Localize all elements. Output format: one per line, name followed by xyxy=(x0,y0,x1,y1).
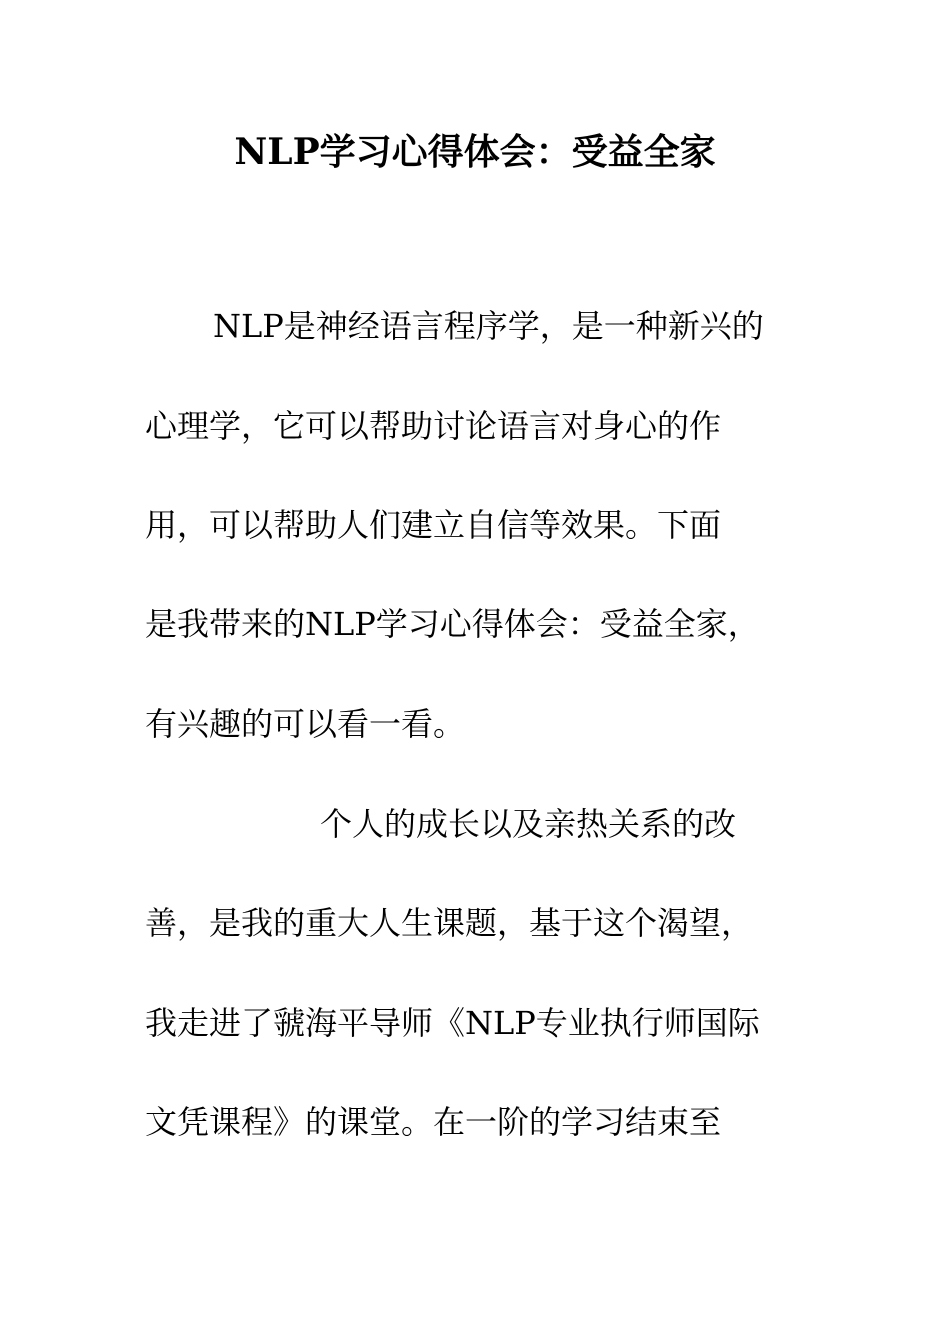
document-title: NLP学习心得体会：受益全家 xyxy=(234,131,716,173)
paragraph-line: 有兴趣的可以看一看。 xyxy=(145,705,466,743)
paragraph-line: 用，可以帮助人们建立自信等效果。下面 xyxy=(145,506,722,544)
paragraph-line: 个人的成长以及亲热关系的改 xyxy=(320,805,737,843)
paragraph-line: 文凭课程》的课堂。在一阶的学习结束至 xyxy=(145,1103,722,1141)
paragraph-line: NLP是神经语言程序学，是一种新兴的 xyxy=(213,307,764,345)
paragraph-line: 善，是我的重大人生课题，基于这个渴望， xyxy=(145,904,754,942)
paragraph-line: 是我带来的NLP学习心得体会：受益全家， xyxy=(145,605,760,643)
paragraph-line: 我走进了虢海平导师《NLP专业执行师国际 xyxy=(145,1004,760,1042)
paragraph-line: 心理学，它可以帮助讨论语言对身心的作 xyxy=(145,407,722,445)
